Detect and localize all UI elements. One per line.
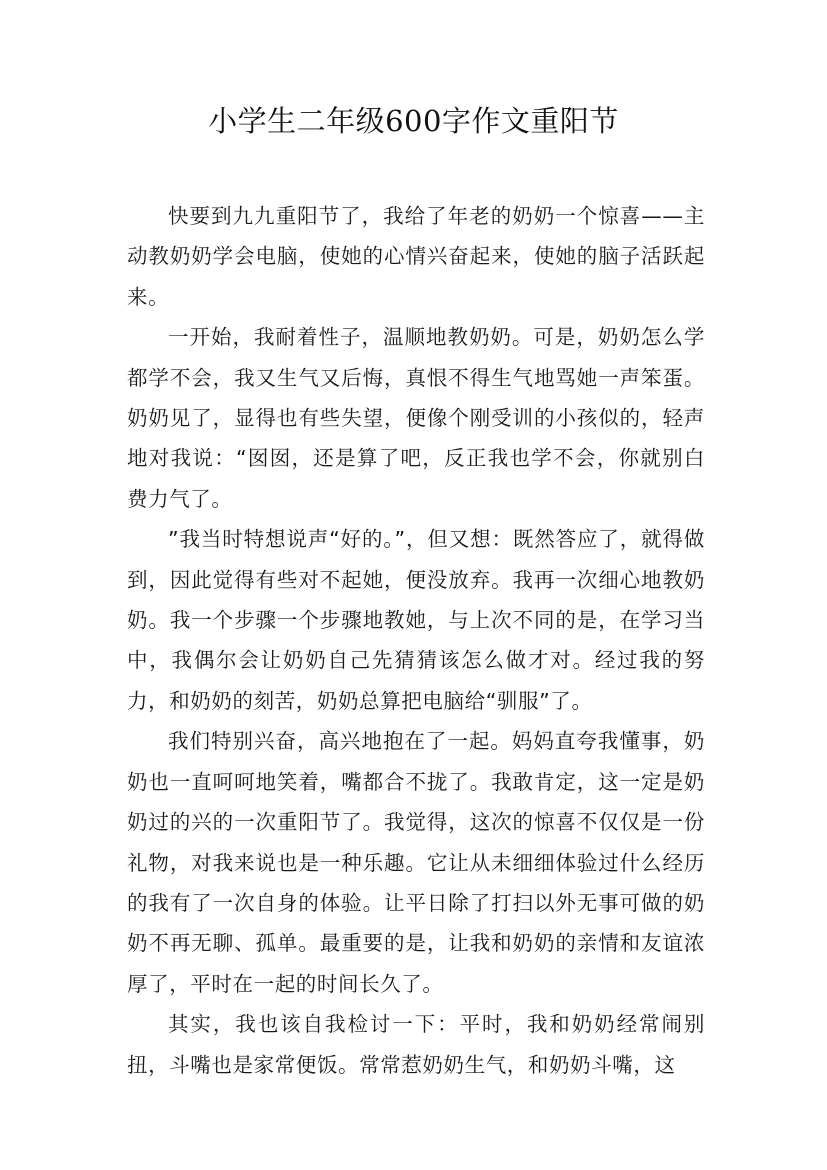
paragraph: 一开始，我耐着性子，温顺地教奶奶。可是，奶奶怎么学都学不会，我又生气又后悔，真恨不得生气地骂她一声笨蛋。奶奶见了，显得也有些失望，便像个刚受训的小孩似的，轻声地对我说：“囡囡，还是算了吧，反正我也学不会，你就别白费力气了。 (127, 325, 705, 511)
paragraph: 其实，我也该自我检讨一下：平时，我和奶奶经常闹别扭，斗嘴也是家常便饭。常常惹奶奶生气，和奶奶斗嘴，这 (127, 1012, 705, 1077)
paragraph: ”我当时特想说声“好的。”，但又想：既然答应了，就得做到，因此觉得有些对不起她，便没放弃。我再一次细心地教奶奶。我一个步骤一个步骤地教她，与上次不同的是，在学习当中，我偶尔会让奶奶自己先猜猜该怎么做才对。经过我的努力，和奶奶的刻苦，奶奶总算把电脑给“驯服”了。 (127, 527, 705, 713)
paragraph: 快要到九九重阳节了，我给了年老的奶奶一个惊喜——主动教奶奶学会电脑，使她的心情兴奋起来，使她的脑子活跃起来。 (127, 204, 705, 309)
document-body (127, 196, 705, 1085)
paragraph: 我们特别兴奋，高兴地抱在了一起。妈妈直夸我懂事，奶奶也一直呵呵地笑着，嘴都合不拢了。我敢肯定，这一定是奶奶过的兴的一次重阳节了。我觉得，这次的惊喜不仅仅是一份礼物，对我来说也是一种乐趣。它让从未细细体验过什么经历的我有了一次自身的体验。让平日除了打扫以外无事可做的奶奶不再无聊、孤单。最重要的是，让我和奶奶的亲情和友谊浓厚了，平时在一起的时间长久了。 (127, 729, 705, 996)
document-title: 小学生二年级600字作文重阳节 (208, 104, 619, 138)
